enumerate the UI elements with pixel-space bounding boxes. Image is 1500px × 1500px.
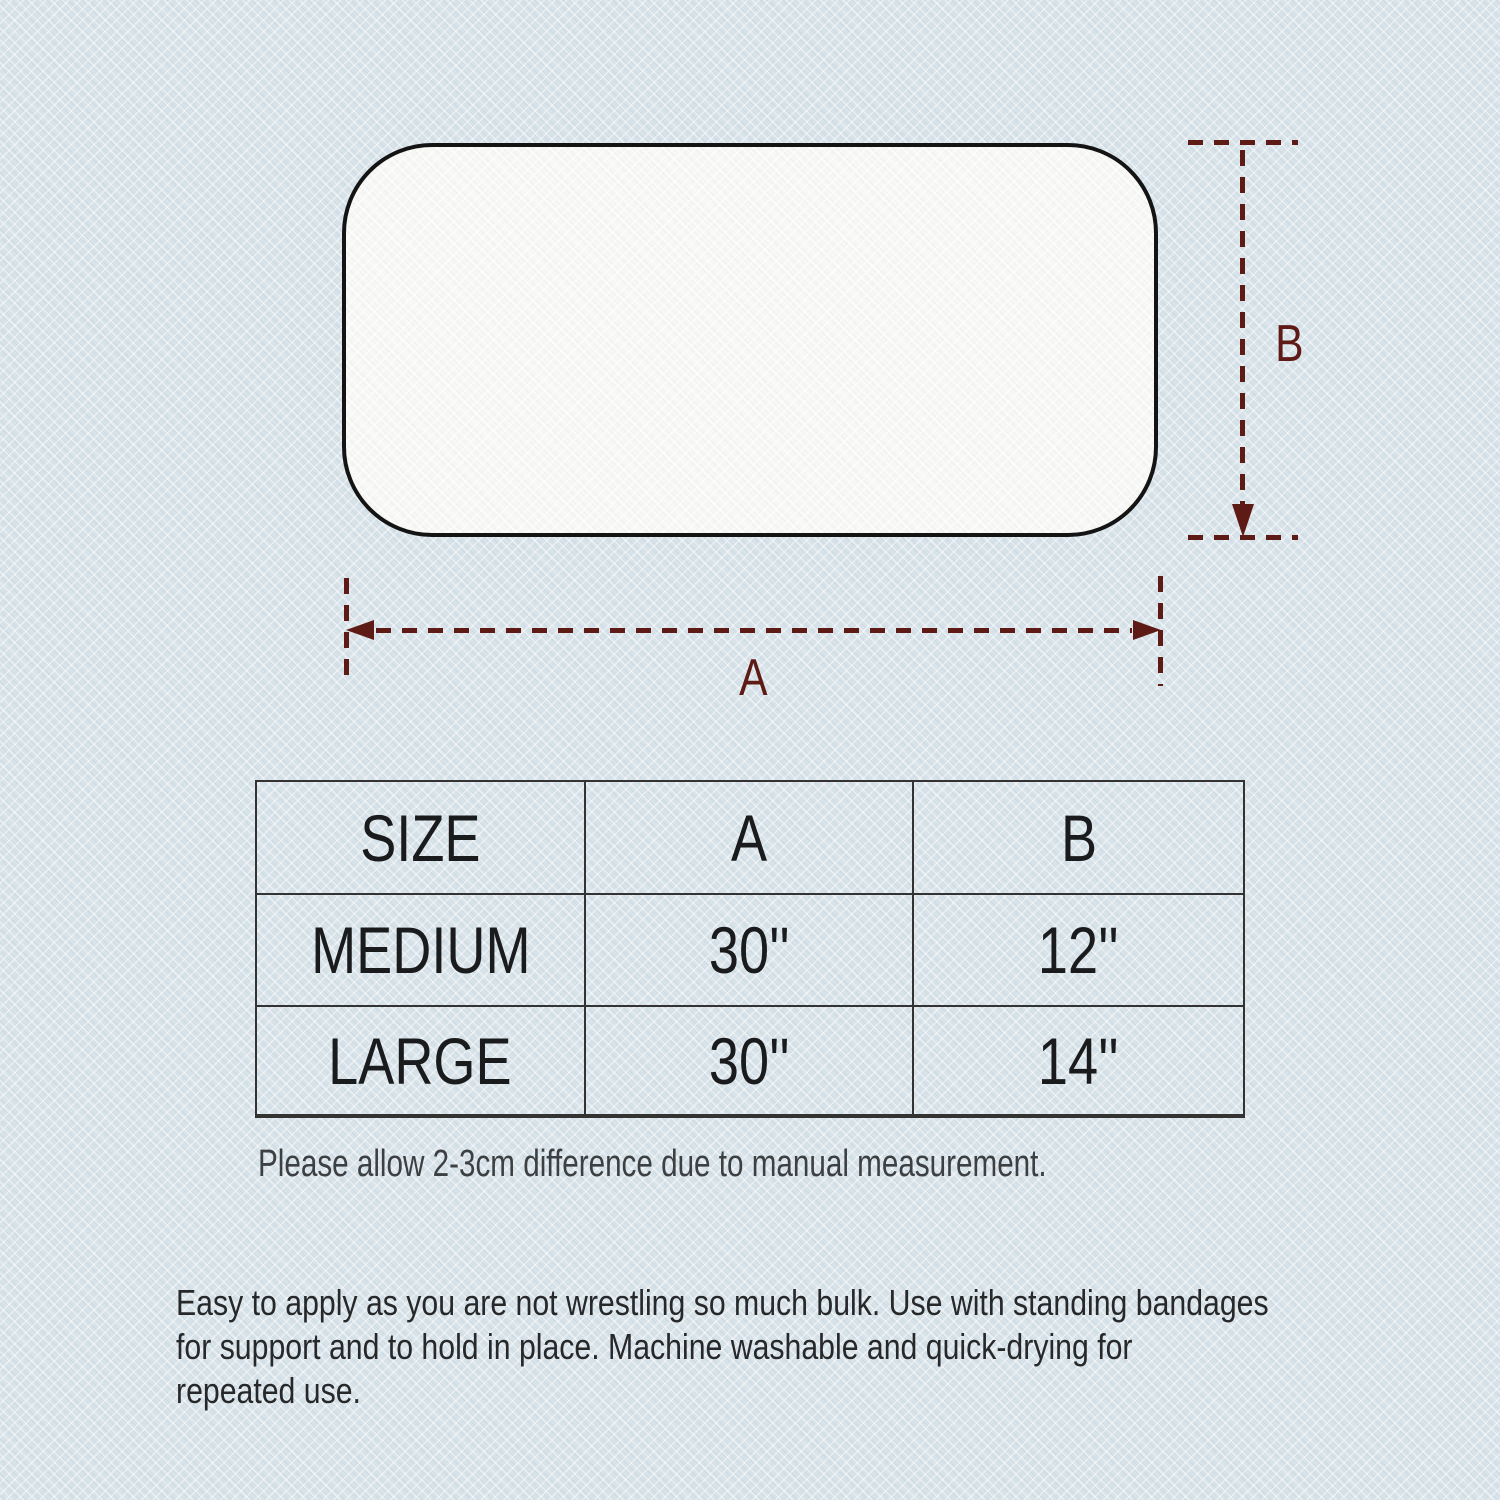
dimension-a-line (376, 628, 1132, 633)
size-table-header-b (914, 782, 1243, 895)
size-large-a-value: 30'' (708, 1023, 790, 1098)
size-table-cell-medium-b (914, 895, 1243, 1007)
size-large-b-value: 14'' (1038, 1023, 1120, 1098)
size-table-cell-large (257, 1007, 586, 1114)
size-table-header-size (257, 782, 586, 895)
size-medium-b-value: 12'' (1038, 913, 1120, 987)
dimension-b-line (1240, 150, 1245, 506)
arrow-right-icon (1133, 620, 1161, 640)
size-medium-label: MEDIUM (310, 913, 531, 987)
dimension-b-bottom-tick (1188, 535, 1298, 540)
size-table-cell-medium-a (586, 895, 915, 1007)
dimension-a-label: A (739, 649, 768, 707)
size-large-label: LARGE (328, 1023, 513, 1098)
size-table-header-a-label: A (730, 800, 768, 875)
size-table-header-a (586, 782, 915, 895)
product-pad-shape (342, 143, 1158, 537)
size-table-cell-medium (257, 895, 586, 1007)
product-description-line: Easy to apply as you are not wrestling so much bulk. Use with standing bandages (176, 1282, 1269, 1323)
size-table-cell-large-a (586, 1007, 915, 1114)
size-table-header-size-label: SIZE (360, 800, 481, 875)
size-medium-a-value: 30'' (708, 913, 790, 987)
dimension-b-top-tick (1188, 140, 1298, 145)
size-table-cell-large-b (914, 1007, 1243, 1114)
size-table-header-b-label: B (1060, 800, 1097, 875)
measurement-note: Please allow 2-3cm difference due to manual measurement. (258, 1143, 1047, 1185)
arrow-left-icon (346, 620, 374, 640)
product-description-line: repeated use. (176, 1370, 361, 1411)
product-description-line: for support and to hold in place. Machine washable and quick-drying for (176, 1326, 1133, 1367)
size-table (255, 780, 1245, 1118)
arrow-down-icon (1232, 504, 1254, 537)
product-description (176, 1281, 1269, 1413)
dimension-b-label: B (1275, 315, 1304, 373)
